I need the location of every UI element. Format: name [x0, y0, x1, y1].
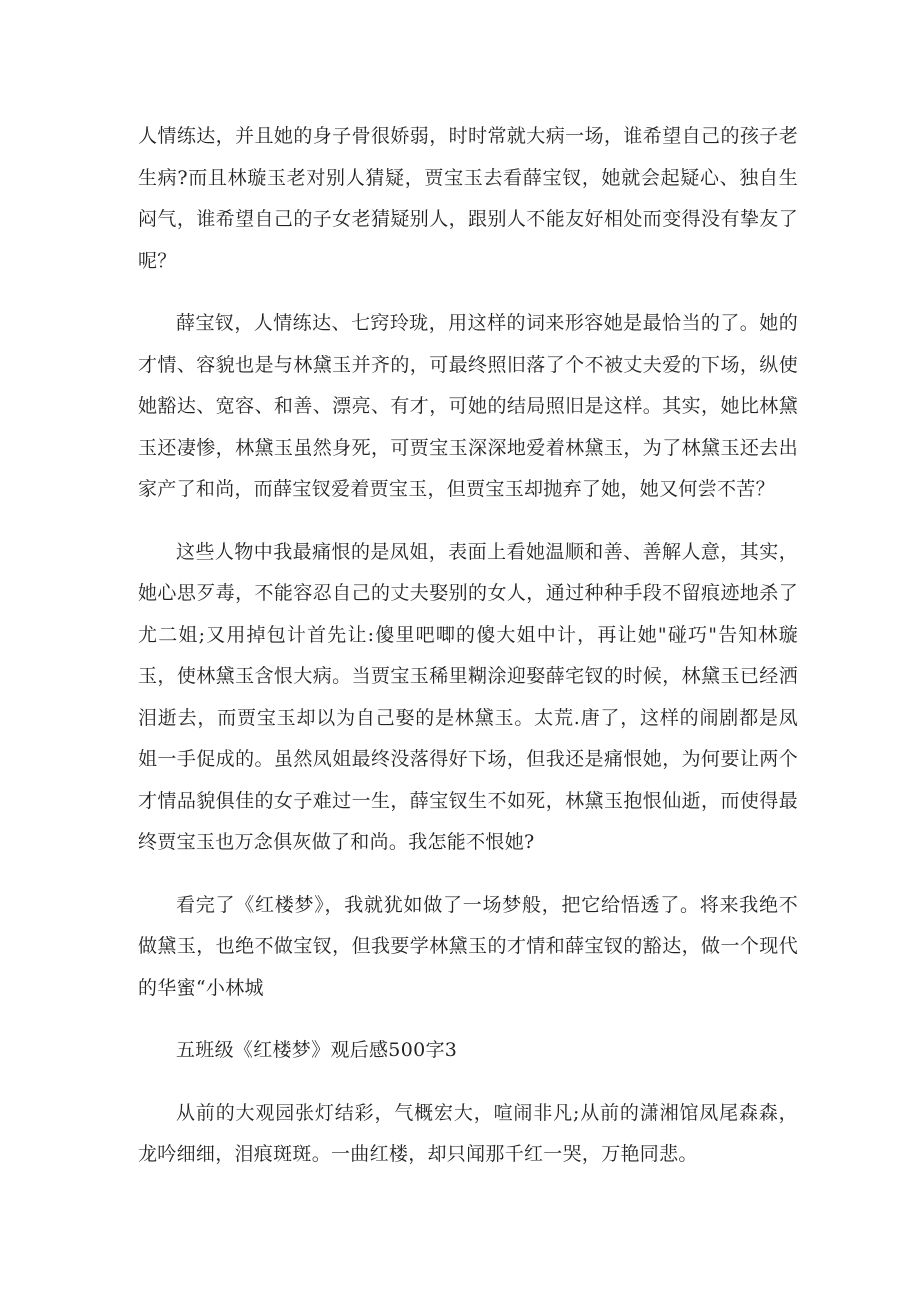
- section-heading: 五班级《红楼梦》观后感500字3: [176, 1039, 458, 1061]
- paragraph-4: 看完了《红楼梦》，我就犹如做了一场梦般，把它给悟透了。将来我绝不做黛玉，也绝不做宝钗，但我要学林黛玉的才情和薛宝钗的豁达，做一个现代的华蜜“小林城: [138, 893, 798, 999]
- paragraph-5: 从前的大观园张灯结彩，气概宏大，喧闹非凡;从前的潇湘馆凤尾森森，龙吟细细，泪痕斑斑。一曲红楼，却只闻那千红一哭，万艳同悲。: [138, 1101, 798, 1165]
- paragraph-1: 人情练达，并且她的身子骨很娇弱，时时常就大病一场，谁希望自己的孩子老生病?而且林璇玉老对别人猜疑，贾宝玉去看薛宝钗，她就会起疑心、独自生闷气，谁希望自己的子女老猜疑别人，跟别人不能友好相处而变得没有挚友了呢？: [138, 125, 798, 272]
- paragraph-2: 薛宝钗，人情练达、七窍玲珑，用这样的词来形容她是最恰当的了。她的才情、容貌也是与林黛玉并齐的，可最终照旧落了个不被丈夫爱的下场，纵使她豁达、宽容、和善、漂亮、有才，可她的结局照旧是这样。其实，她比林黛玉还凄惨，林黛玉虽然身死，可贾宝玉深深地爱着林黛玉，为了林黛玉还去出家产了和尚，而薛宝钗爱着贾宝玉，但贾宝玉却抛弃了她，她又何尝不苦？: [138, 312, 798, 500]
- document-body: [138, 116, 798, 1197]
- paragraph-3: 这些人物中我最痛恨的是凤姐，表面上看她温顺和善、善解人意，其实，她心思歹毒，不能容忍自己的丈夫娶别的女人，通过种种手段不留痕迹地杀了尤二姐;又用掉包计首先让:傻里吧唧的傻大姐中计，再让她"碰巧"告知林璇玉，使林黛玉含恨大病。当贾宝玉稀里糊涂迎娶薛宅钗的时候，林黛玉已经洒泪逝去，而贾宝玉却以为自己娶的是林黛玉。太荒.唐了，这样的闹剧都是凤姐一手促成的。虽然凤姐最终没落得好下场，但我还是痛恨她，为何要让两个才情品貌俱佳的女子难过一生，薛宝钗生不如死，林黛玉抱恨仙逝，而使得最终贾宝玉也万念俱灰做了和尚。我怎能不恨她?: [138, 540, 798, 853]
